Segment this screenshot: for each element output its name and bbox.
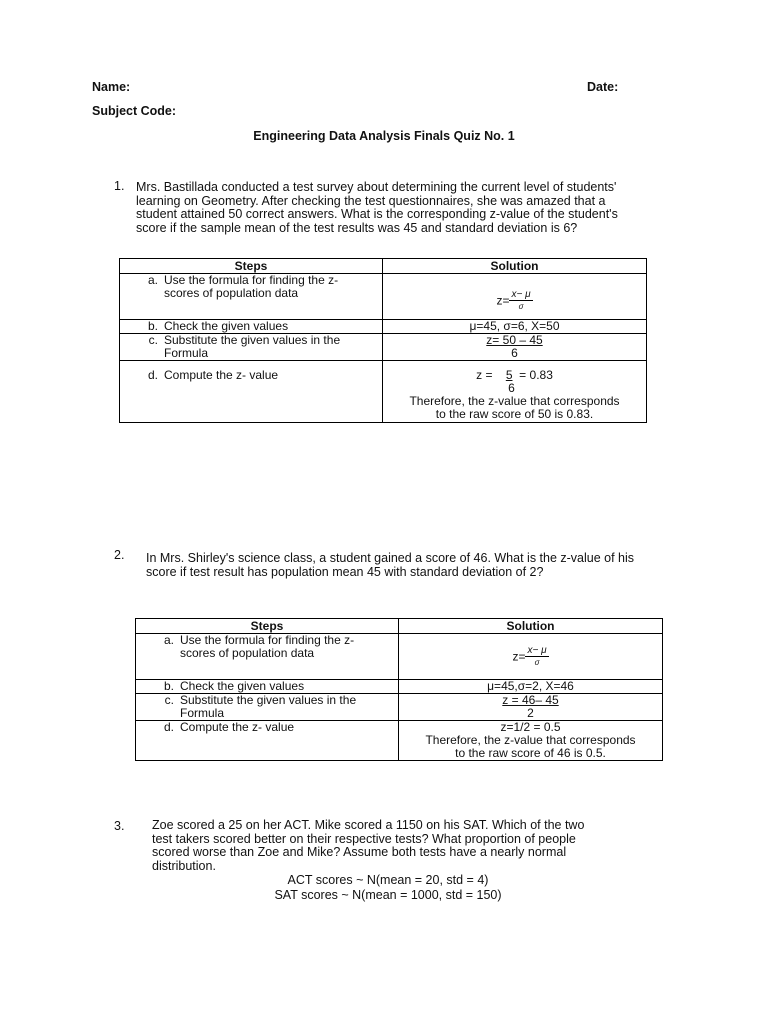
q1-step-d (120, 361, 382, 382)
sat-distribution: SAT scores ~ N(mean = 1000, std = 150) (274, 888, 502, 902)
q2-zscore-formula (399, 645, 662, 668)
step-text: scores of population data (164, 286, 299, 300)
q2-steps-table (135, 618, 663, 761)
steps-header: Steps (120, 259, 383, 274)
formula-denominator: σ (518, 302, 524, 311)
q3-line: distribution. (152, 858, 216, 873)
solution-header: Solution (383, 259, 647, 274)
q3-line: test takers scored better on their respective tests? What proportion of people (152, 831, 576, 846)
q2-line: In Mrs. Shirley's science class, a student gained a score of 46. What is the z-value of his (146, 551, 635, 565)
q2-step-a (136, 634, 398, 660)
subst-denominator: 6 (511, 346, 518, 360)
q3-text (152, 819, 584, 873)
step-text: Substitute the given values in the (164, 333, 341, 347)
step-text: Check the given values (180, 679, 305, 693)
steps-header: Steps (136, 619, 399, 634)
q1-steps-table (119, 258, 647, 423)
q2-conclusion: Therefore, the z-value that corresponds (425, 733, 636, 747)
step-text: Compute the z- value (180, 720, 295, 734)
date-label: Date: (587, 80, 619, 94)
step-text: Use the formula for finding the z- (180, 633, 355, 647)
formula-denominator: σ (534, 658, 540, 667)
q1-step-b (120, 320, 382, 333)
q3-number: 3. (114, 819, 125, 833)
step-letter: a. (147, 273, 158, 287)
q2-given-values: μ=45,σ=2, X=46 (487, 679, 574, 693)
step-letter: c. (164, 693, 174, 707)
step-text: Compute the z- value (164, 368, 279, 382)
q1-number: 1. (114, 179, 125, 193)
q2-step-c (136, 694, 398, 720)
step-text: Use the formula for finding the z- (164, 273, 339, 287)
z-equals: z= (496, 293, 510, 308)
q1-conclusion: to the raw score of 50 is 0.83. (435, 407, 594, 421)
subst-denominator: 2 (527, 706, 534, 720)
step-letter: d. (163, 720, 174, 734)
q2-step-b (136, 680, 398, 693)
q3-line: Zoe scored a 25 on her ACT. Mike scored a 1150 on his SAT. Which of the two (152, 818, 585, 832)
formula-numerator: x− μ (527, 645, 547, 656)
solution-header: Solution (399, 619, 663, 634)
step-letter: c. (148, 333, 158, 347)
q1-given-values: μ=45, σ=6, X=50 (469, 319, 560, 333)
step-text: Check the given values (164, 319, 289, 333)
step-letter: a. (163, 633, 174, 647)
subst-numerator: z = 46– 45 (502, 693, 559, 707)
step-text: Substitute the given values in the (180, 693, 357, 707)
q3-line: scored worse than Zoe and Mike? Assume both tests have a nearly normal (152, 845, 567, 859)
q2-text (146, 552, 634, 579)
subject-code-label: Subject Code: (92, 104, 177, 118)
quiz-title: Engineering Data Analysis Finals Quiz No. 1 (253, 129, 515, 143)
compute-result: = 0.83 (519, 368, 553, 382)
z-equals: z= (512, 649, 526, 664)
compute-denominator: 6 (508, 381, 515, 395)
q2-substitution (399, 694, 662, 720)
compute-numerator: 5 (505, 368, 513, 382)
q1-text (136, 181, 618, 235)
step-letter: b. (163, 679, 174, 693)
step-text: Formula (180, 706, 225, 720)
q1-line: learning on Geometry. After checking the test questionnaires, she was amazed that a (136, 193, 606, 208)
act-distribution: ACT scores ~ N(mean = 20, std = 4) (287, 873, 489, 887)
q2-conclusion: to the raw score of 46 is 0.5. (455, 746, 606, 760)
q1-step-a (120, 274, 382, 300)
q1-line: student attained 50 correct answers. What is the corresponding z-value of the student's (136, 207, 618, 221)
q2-line: score if test result has population mean 45 with standard deviation of 2? (146, 564, 544, 579)
q1-line: Mrs. Bastillada conducted a test survey about determining the current level of students' (136, 180, 617, 194)
name-label: Name: (92, 80, 131, 94)
compute-result: z=1/2 = 0.5 (500, 720, 561, 734)
subst-numerator: z= 50 – 45 (486, 333, 543, 347)
formula-numerator: x− μ (511, 289, 531, 300)
q1-compute (383, 361, 646, 421)
q1-conclusion: Therefore, the z-value that corresponds (409, 394, 620, 408)
step-letter: b. (147, 319, 158, 333)
step-text: Formula (164, 346, 209, 360)
compute-z: z = (476, 368, 493, 382)
step-letter: d. (147, 368, 158, 382)
q1-substitution (383, 334, 646, 360)
step-text: scores of population data (180, 646, 315, 660)
q2-step-d (136, 721, 398, 734)
q2-number: 2. (114, 548, 125, 562)
q2-compute (399, 721, 662, 760)
q1-zscore-formula (383, 281, 646, 312)
q1-step-c (120, 334, 382, 360)
q1-line: score if the sample mean of the test results was 45 and standard deviation is 6? (136, 220, 578, 235)
